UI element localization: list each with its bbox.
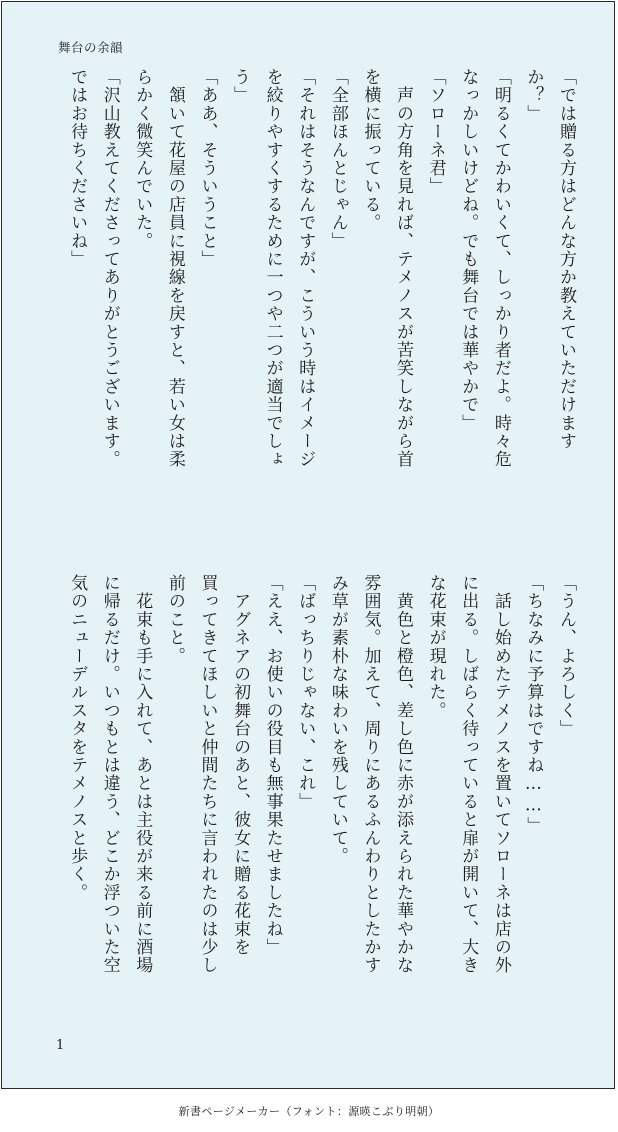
upper-text-line: 声の方角を見れば、テメノスが苦笑しながら首 (393, 68, 414, 469)
lower-text-line: 買ってきてほしいと仲間たちに言われたのは少し (197, 574, 218, 975)
lower-text-line: み草が素朴な味わいを残していて。 (327, 574, 348, 866)
lower-text-line: 「ええ、お使いの役目も無事果たせましたね」 (262, 574, 283, 957)
lower-text-line: に帰るだけ。いつもとは違う、どこか浮ついた空 (99, 574, 120, 975)
lower-text-line: 前のこと。 (164, 574, 185, 665)
lower-text-line: 「ちなみに予算はですね……」 (523, 574, 544, 835)
text-block-upper (42, 68, 582, 528)
lower-text-line: 話し始めたテメノスを置いてソローネは店の外 (490, 574, 511, 975)
lower-text-line: な花束が現れた。 (425, 574, 446, 720)
upper-text-line: らかく微笑んでいた。 (132, 68, 153, 250)
upper-text-line: う」 (230, 68, 251, 105)
upper-text-line: 「ああ、そういうこと」 (197, 68, 218, 269)
upper-text-line: か？」 (523, 68, 544, 123)
upper-text-line: 「全部ほんとじゃん」 (327, 68, 348, 250)
upper-text-line: 「ソローネ君」 (425, 68, 446, 196)
lower-text-line: 気のニューデルスタをテメノスと歩く。 (67, 574, 88, 902)
upper-text-line: 頷いて花屋の店員に視線を戻すと、若い女は柔 (164, 68, 185, 469)
lower-text-line: 黄色と橙色、差し色に赤が添えられた華やかな (393, 574, 414, 975)
upper-text-line: 「沢山教えてくださってありがとうございます。 (99, 68, 120, 469)
lower-text-line: アグネアの初舞台のあと、彼女に贈る花束を (230, 574, 251, 957)
upper-text-line: なっかしいけどね。でも舞台では華やかで」 (458, 68, 479, 432)
book-page (1, 1, 615, 1089)
lower-text-line: 「うん、よろしく」 (556, 574, 576, 738)
upper-text-line: 「明るくてかわいくて、しっかり者だよ。時々危 (490, 68, 511, 469)
upper-text-line: 「それはそうなんですが、こういう時はイメージ (295, 68, 316, 469)
lower-text-line: 花束も手に入れて、あとは主役が来る前に酒場 (132, 574, 153, 975)
text-block-lower (42, 574, 582, 1034)
lower-text-line: 「ばっちりじゃない、これ」 (295, 574, 316, 811)
upper-text-line: を絞りやすくするために一つや二つが適当でしょ (262, 68, 283, 469)
upper-text-line: ではお待ちくださいね」 (67, 68, 88, 269)
page-number: 1 (56, 1038, 65, 1053)
upper-text-line: を横に振っている。 (360, 68, 381, 232)
lower-text-line: 雰囲気。加えて、周りにあるふんわりとしたかす (360, 574, 381, 975)
upper-text-line: 「では贈る方はどんな方か教えていただけます (556, 68, 576, 451)
footer-credit: 新書ページメーカー（フォント：源暎こぶり明朝） (178, 1105, 440, 1118)
lower-text-line: に出る。しばらく待っていると扉が開いて、大き (458, 574, 479, 975)
running-head: 舞台の余韻 (58, 40, 124, 55)
